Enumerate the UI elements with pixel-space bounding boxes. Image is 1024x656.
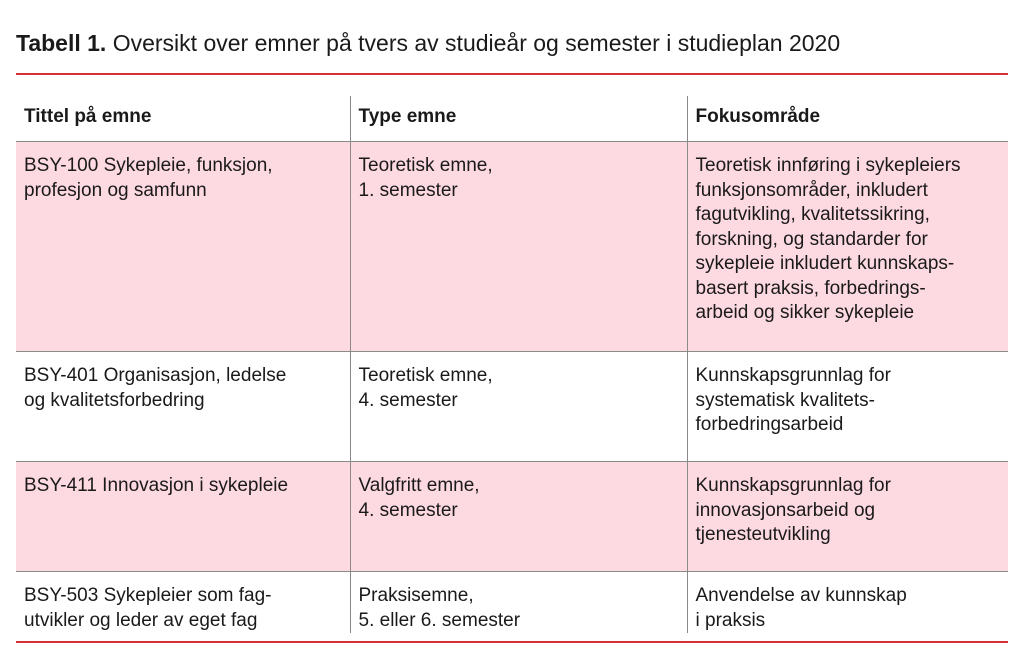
cell-line: Teoretisk emne,	[358, 365, 493, 386]
cell-type	[350, 142, 687, 352]
cell-title	[16, 352, 350, 462]
cell-line: BSY-401 Organisasjon, ledelse	[24, 365, 287, 386]
table-row	[16, 462, 1008, 572]
table-row	[16, 572, 1008, 634]
course-table	[16, 96, 1008, 633]
cell-line: 5. eller 6. semester	[358, 609, 521, 631]
cell-line: innovasjonsarbeid og	[695, 499, 876, 521]
cell-line: 4. semester	[358, 389, 458, 411]
cell-line: Anvendelse av kunnskap	[695, 585, 907, 606]
cell-title	[16, 572, 350, 634]
cell-type	[350, 572, 687, 634]
cell-line: Valgfritt emne,	[358, 475, 480, 496]
cell-line: arbeid og sikker sykepleie	[695, 302, 915, 323]
cell-title	[16, 462, 350, 572]
cell-line: tjenesteutvikling	[695, 524, 831, 545]
cell-line: forskning, og standarder for	[695, 228, 928, 250]
cell-line: BSY-100 Sykepleie, funksjon,	[24, 155, 273, 176]
cell-focus	[687, 572, 1008, 634]
cell-line: i praksis	[695, 609, 766, 631]
cell-line: sykepleie inkludert kunnskaps-	[695, 253, 955, 274]
cell-line: 1. semester	[358, 179, 458, 201]
cell-line: Teoretisk emne,	[358, 155, 493, 176]
cell-line: fagutvikling, kvalitetssikring,	[695, 204, 930, 225]
cell-type	[350, 462, 687, 572]
cell-line: basert praksis, forbedrings-	[695, 277, 926, 299]
table-caption	[16, 28, 840, 58]
table-row	[16, 352, 1008, 462]
cell-focus	[687, 352, 1008, 462]
cell-line: BSY-411 Innovasjon i sykepleie	[24, 475, 289, 496]
header-focus: Fokusområde	[687, 96, 1008, 142]
cell-line: funksjonsområder, inkludert	[695, 179, 928, 201]
cell-focus	[687, 462, 1008, 572]
cell-line: profesjon og samfunn	[24, 179, 207, 201]
caption-label: Tabell 1.	[16, 30, 107, 56]
cell-line: Teoretisk innføring i sykepleiers	[695, 155, 961, 176]
cell-type	[350, 352, 687, 462]
cell-line: BSY-503 Sykepleier som fag-	[24, 585, 272, 606]
cell-line: forbedringsarbeid	[695, 414, 844, 435]
header-title: Tittel på emne	[16, 96, 350, 142]
bottom-rule	[16, 641, 1008, 643]
cell-focus	[687, 142, 1008, 352]
cell-line: Kunnskapsgrunnlag for	[695, 365, 891, 386]
header-type: Type emne	[350, 96, 687, 142]
table-row	[16, 142, 1008, 352]
cell-title	[16, 142, 350, 352]
header-row	[16, 96, 1008, 142]
cell-line: 4. semester	[358, 499, 458, 521]
caption-text: Oversikt over emner på tvers av studieår og semester i studieplan 2020	[106, 30, 841, 56]
cell-line: Praksisemne,	[358, 585, 474, 606]
cell-line: systematisk kvalitets-	[695, 389, 875, 411]
top-rule	[16, 73, 1008, 75]
cell-line: og kvalitetsforbedring	[24, 389, 205, 411]
cell-line: utvikler og leder av eget fag	[24, 609, 258, 631]
cell-line: Kunnskapsgrunnlag for	[695, 475, 891, 496]
